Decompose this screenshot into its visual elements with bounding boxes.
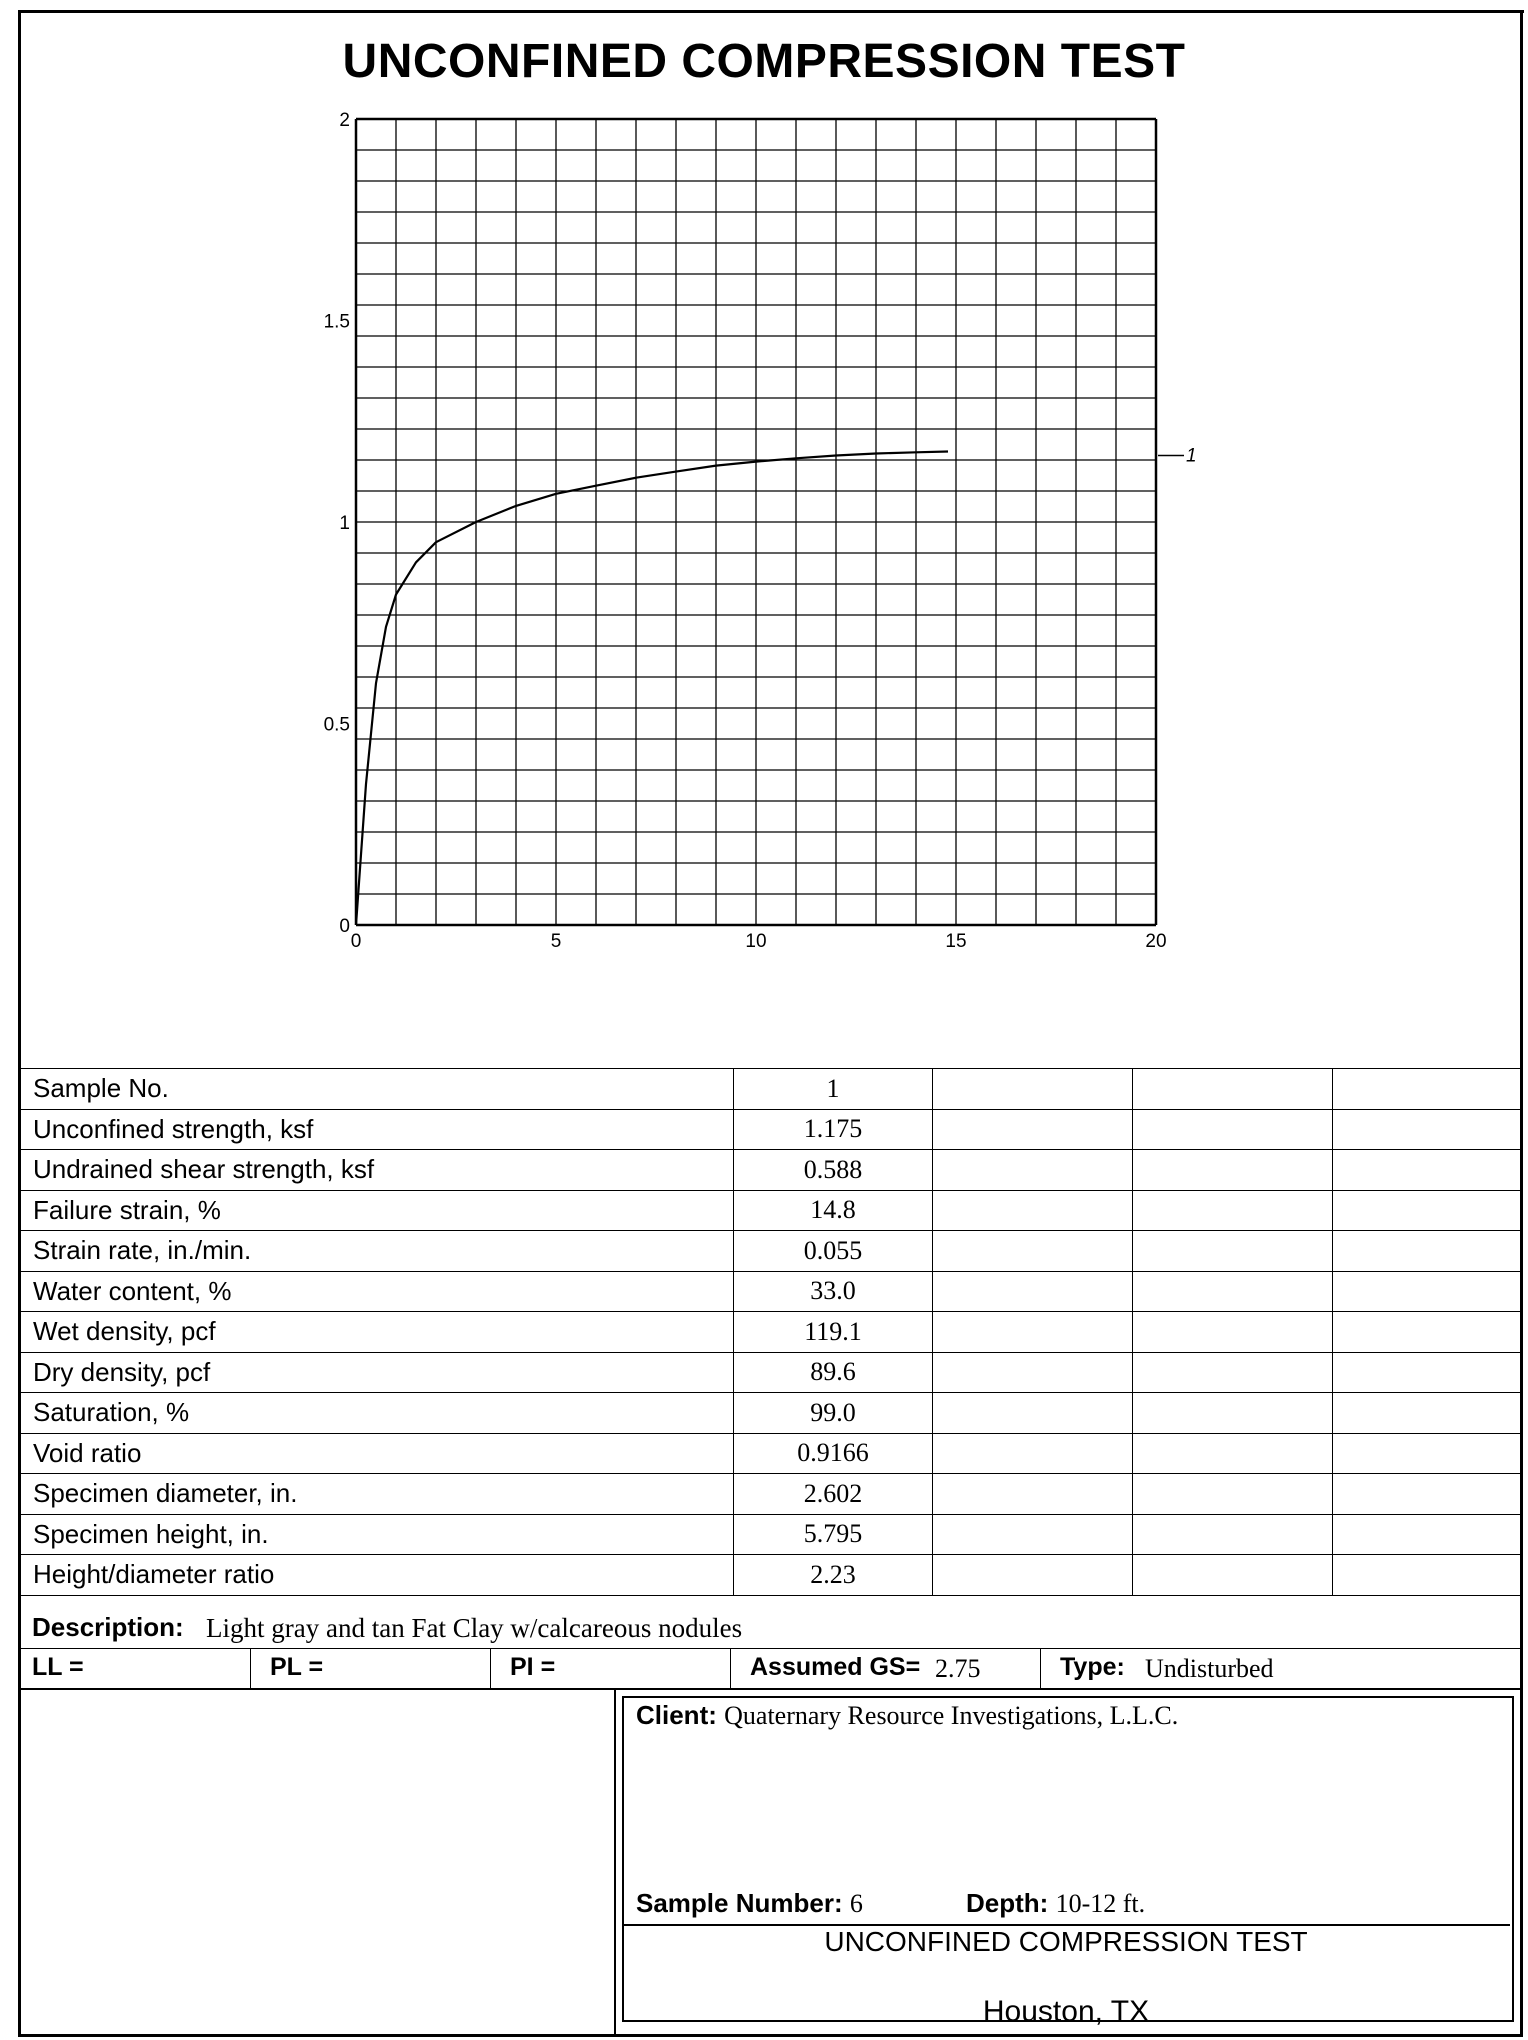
y-tick-label: 1: [339, 513, 350, 534]
x-tick-label: 20: [1145, 931, 1167, 952]
x-tick-label: 10: [745, 931, 767, 952]
property-value: 33.0: [733, 1271, 933, 1312]
frame-border: [18, 10, 1524, 13]
depth-label: Depth:: [966, 1888, 1049, 1918]
sample-no-value: 1: [733, 1069, 933, 1110]
x-tick-label: 0: [350, 931, 362, 952]
y-tick-label: 0: [339, 916, 350, 937]
report-location: Houston, TX: [982, 1995, 1150, 2028]
property-label: Strain rate, in./min.: [19, 1231, 734, 1272]
table-row: [19, 1190, 1523, 1231]
property-label: Water content, %: [19, 1271, 734, 1312]
ll-label: LL =: [32, 1653, 84, 1681]
property-value: 5.795: [733, 1514, 933, 1555]
table-row: [19, 1150, 1523, 1191]
property-value: 1.175: [733, 1109, 933, 1150]
series-legend-label: 1: [1186, 445, 1197, 467]
property-label: Dry density, pcf: [19, 1352, 734, 1393]
type-value: Undisturbed: [1145, 1654, 1274, 1683]
description-row: [18, 1606, 1523, 1649]
x-tick-label: 15: [945, 931, 967, 952]
property-label: Void ratio: [19, 1433, 734, 1474]
property-label: Specimen height, in.: [19, 1514, 734, 1555]
table-row: [19, 1393, 1523, 1434]
description-value: Light gray and tan Fat Clay w/calcareous nodules: [206, 1613, 743, 1643]
table-row: [19, 1231, 1523, 1272]
property-label: Failure strain, %: [19, 1190, 734, 1231]
client-value: Quaternary Resource Investigations, L.L.C.: [724, 1701, 1179, 1730]
type-label: Type:: [1060, 1653, 1125, 1681]
property-label: Saturation, %: [19, 1393, 734, 1434]
table-row: [19, 1433, 1523, 1474]
table-row: [19, 1069, 1523, 1110]
frame-border: [18, 10, 21, 2036]
property-label: Height/diameter ratio: [19, 1555, 734, 1596]
sample-number-line: [636, 1888, 863, 1919]
report-title: UNCONFINED COMPRESSION TEST: [824, 1926, 1308, 1957]
pl-label: PL =: [270, 1653, 324, 1681]
sample-no-label: Sample No.: [19, 1069, 734, 1110]
table-row: [19, 1109, 1523, 1150]
client-info-box: [622, 1696, 1514, 2022]
y-tick-label: 1.5: [323, 311, 350, 333]
pi-label: PI =: [510, 1653, 556, 1681]
table-row: [19, 1352, 1523, 1393]
client-label: Client:: [636, 1700, 717, 1730]
depth-line: [966, 1888, 1145, 1919]
depth-value: 10-12 ft.: [1055, 1889, 1146, 1918]
property-label: Wet density, pcf: [19, 1312, 734, 1353]
property-value: 119.1: [733, 1312, 933, 1353]
description-label: Description:: [32, 1612, 184, 1642]
sample-number-label: Sample Number:: [636, 1888, 843, 1918]
sample-number-value: 6: [849, 1889, 863, 1918]
property-value: 0.9166: [733, 1433, 933, 1474]
atterberg-limits-row: [18, 1648, 1523, 1690]
client-line: [636, 1700, 1178, 1731]
properties-table: [18, 1068, 1523, 1596]
property-label: Specimen diameter, in.: [19, 1474, 734, 1515]
property-label: Unconfined strength, ksf: [19, 1109, 734, 1150]
property-value: 89.6: [733, 1352, 933, 1393]
property-value: 2.23: [733, 1555, 933, 1596]
table-row: [19, 1271, 1523, 1312]
gs-label: Assumed GS=: [750, 1653, 921, 1681]
property-value: 2.602: [733, 1474, 933, 1515]
property-value: 0.055: [733, 1231, 933, 1272]
property-label: Undrained shear strength, ksf: [19, 1150, 734, 1191]
page-title: UNCONFINED COMPRESSION TEST: [342, 35, 1186, 88]
x-tick-label: 5: [550, 931, 562, 952]
y-tick-label: 0.5: [323, 714, 350, 736]
y-tick-label: 2: [339, 110, 350, 131]
property-value: 99.0: [733, 1393, 933, 1434]
table-row: [19, 1474, 1523, 1515]
table-row: [19, 1514, 1523, 1555]
table-row: [19, 1555, 1523, 1596]
table-row: [19, 1312, 1523, 1353]
stress-strain-chart: [300, 105, 1240, 985]
property-value: 0.588: [733, 1150, 933, 1191]
property-value: 14.8: [733, 1190, 933, 1231]
gs-value: 2.75: [935, 1654, 981, 1683]
